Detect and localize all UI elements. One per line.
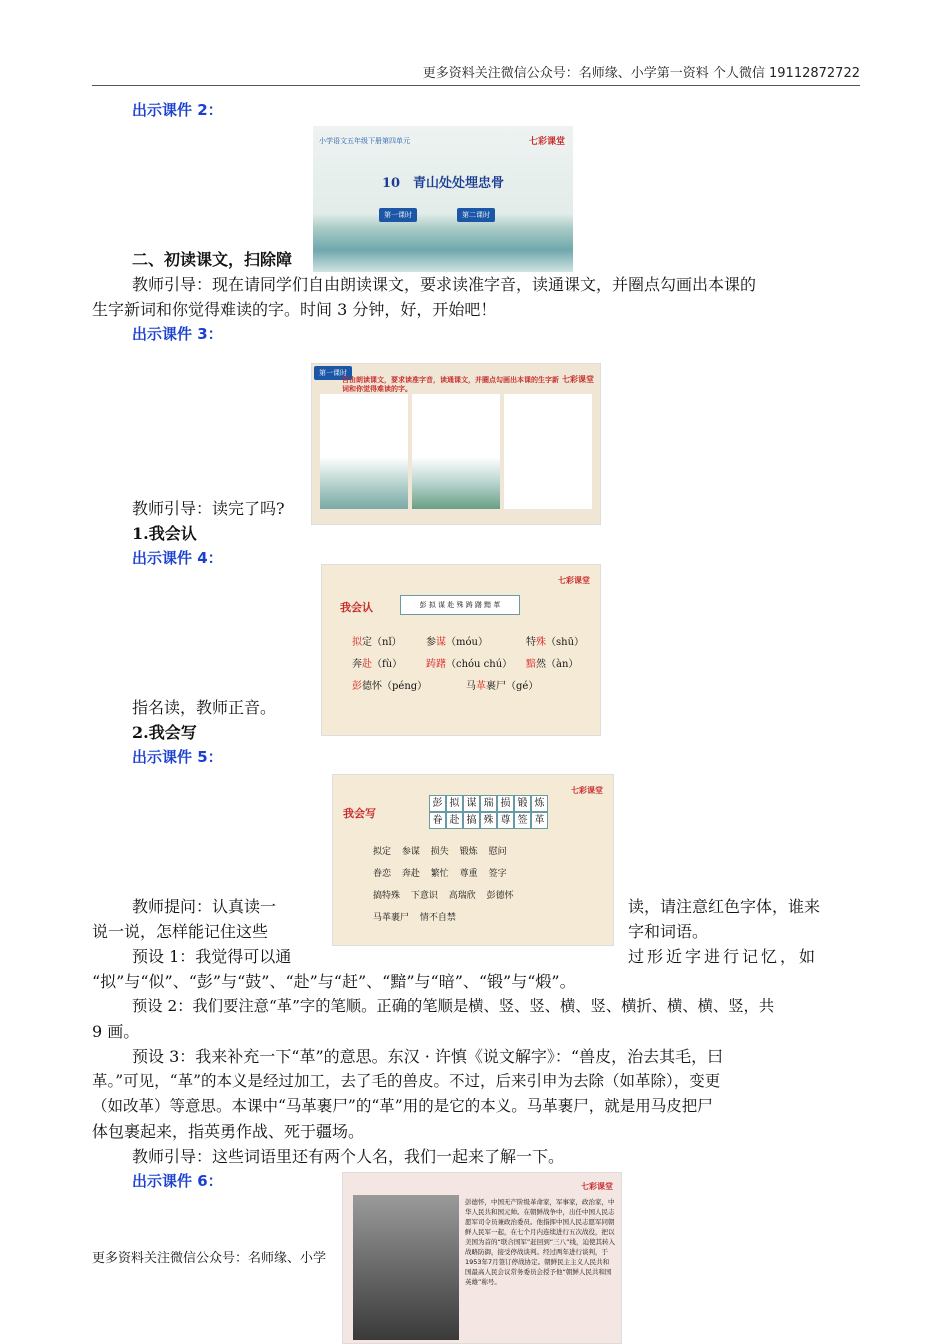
paragraph-line: 体包裹起来，指英勇作战、死于疆场。 (92, 1122, 365, 1141)
slide-2-title: 10 青山处处埋忠骨 (381, 176, 505, 191)
char-cell: 瑞 (480, 795, 497, 812)
slide-2-logo: 七彩课堂 (528, 137, 565, 147)
paragraph-line-left: 说一说，怎样能记住这些 (92, 922, 269, 941)
paragraph-line: 预设 2：我们要注意“革”字的笔顺。正确的笔顺是横、竖、竖、横、竖、横折、横、横、竖，共 (132, 997, 775, 1015)
paragraph-line: 教师引导：读完了吗? (132, 499, 285, 518)
slide-3-page-2 (412, 394, 500, 509)
char-cell: 彭 (429, 795, 446, 812)
slide-4-word: 参谋（móu） (426, 637, 488, 648)
portrait-photo (353, 1195, 459, 1340)
slide-6-bio-text: 彭德怀，中国无产阶级革命家，军事家，政治家，中华人民共和国元帅。在朝鲜战争中，出任中国人民志愿军司令员兼政治委员。他指挥中国人民志愿军同朝鲜人民军一起，在七个月内连续进行五次战役，把以美国为首的“联合国军”赶回到“三八”线，迫使其转入战略防御，接受停战谈判。经过两年进行谈判，于1953年7月签订停战协定。朝鲜民主主义人民共和国最高人民会议常务委员会授予他“朝鲜人民共和国英雄”称号。 (465, 1198, 615, 1286)
paragraph-line: 革。”可见，“革”的本义是经过加工，去了毛的兽皮。不过，后来引申为去除（如革除），变更 (92, 1072, 721, 1090)
char-cell: 损 (497, 795, 514, 812)
slide-label-4: 出示课件 4： (132, 549, 223, 567)
paragraph-line-left: 预设 1：我觉得可以通 (132, 947, 292, 966)
slide-3-page-3 (504, 394, 592, 509)
paragraph-line: 教师引导：这些词语里还有两个人名，我们一起来了解一下。 (132, 1147, 565, 1166)
char-cell: 尊 (497, 812, 514, 829)
slide-4-logo: 七彩课堂 (558, 575, 590, 585)
slide-4-heading: 我会认 (340, 601, 373, 614)
slide-4-word: 彭德怀（péng） (352, 681, 428, 692)
paragraph-line: 教师引导：现在请同学们自由朗读课文，要求读准字音，读通课文，并圈点勾画出本课的 (132, 275, 757, 294)
slide-3-page-1 (320, 394, 408, 509)
slide-label-6: 出示课件 6： (132, 1172, 223, 1190)
char-cell: 搞 (463, 812, 480, 829)
slide-4-word: 黯然（àn） (526, 659, 579, 670)
slide-label-2: 出示课件 2： (132, 101, 223, 119)
slide-5-logo: 七彩课堂 (571, 785, 603, 795)
page-header: 更多资料关注微信公众号：名师缘、小学第一资料 个人微信 19112872722 (422, 66, 860, 81)
subsection-heading: 2.我会写 (132, 723, 197, 742)
char-cell: 谋 (463, 795, 480, 812)
paragraph-line: 指名读，教师正音。 (132, 698, 277, 717)
slide-4-word: 特殊（shū） (526, 637, 585, 648)
slide-5-word-list: 拟定 参谋 损失 锻炼 慰问 眷恋 奔赴 繁忙 尊重 签字 搞特殊 下意识 高瑞欣 彭德怀 马革裹尸 情不自禁 (373, 847, 514, 923)
slide-5-char-grid (429, 795, 548, 829)
slide-6-image (342, 1172, 622, 1344)
slide-5-image (332, 774, 614, 946)
paragraph-line: 9 画。 (92, 1022, 140, 1041)
slide-3-instruction: 自由朗读课文，要求读准字音，读通课文，并圈点勾画出本课的生字新词和你觉得难读的字。 (342, 376, 559, 393)
char-cell: 签 (514, 812, 531, 829)
char-cell: 锻 (514, 795, 531, 812)
slide-3-tag: 第一课时 (314, 366, 352, 380)
slide-5-heading: 我会写 (343, 807, 376, 820)
char-cell: 拟 (446, 795, 463, 812)
char-cell: 赴 (446, 812, 463, 829)
slide-2-lesson2-button: 第二课时 (457, 208, 495, 222)
char-cell: 殊 (480, 812, 497, 829)
slide-4-word: 马革裹尸（gé） (466, 681, 539, 692)
paragraph-line-left: 教师提问：认真读一 (132, 897, 277, 916)
slide-3-logo: 七彩课堂 (562, 374, 594, 384)
slide-4-word: 踌躇（chóu chú） (426, 659, 513, 670)
paragraph-line: （如改革）等意思。本课中“马革裹尸”的“革”用的是它的本义。马革裹尸，就是用马皮把尸 (92, 1097, 713, 1115)
header-rule (92, 85, 860, 86)
slide-2-subtitle: 小学语文五年级下册第四单元 (319, 137, 410, 145)
paragraph-line-right: 字和词语。 (628, 922, 709, 941)
paragraph-line-right: 过形近字进行记忆，如 (628, 947, 819, 966)
slide-4-word: 拟定（nǐ） (352, 637, 402, 648)
section-heading: 二、初读课文，扫除障 (132, 250, 293, 269)
paragraph-line: “拟”与“似”、“彭”与“鼓”、“赴”与“赶”、“黯”与“暗”、“锻”与“煅”。 (92, 972, 576, 991)
slide-label-5: 出示课件 5： (132, 748, 223, 766)
paragraph-line: 生字新词和你觉得难读的字。时间 3 分钟，好，开始吧！ (92, 300, 497, 319)
char-cell: 眷 (429, 812, 446, 829)
subsection-heading: 1.我会认 (132, 524, 197, 543)
paragraph-line-right: 读，请注意红色字体，谁来 (628, 897, 821, 916)
page-footer: 更多资料关注微信公众号：名师缘、小学 (92, 1251, 327, 1266)
char-cell: 革 (531, 812, 548, 829)
paragraph-line: 预设 3：我来补充一下“革”的意思。东汉 · 许慎《说文解字》：“兽皮，治去其毛，曰 (132, 1047, 724, 1066)
slide-6-logo: 七彩课堂 (581, 1181, 613, 1191)
slide-2-lesson1-button: 第一课时 (379, 208, 417, 222)
slide-4-word: 奔赴（fù） (352, 659, 403, 670)
slide-4-char-row: 彭 拟 谋 赴 殊 踌 躇 黯 革 (400, 595, 520, 615)
char-cell: 炼 (531, 795, 548, 812)
slide-label-3: 出示课件 3： (132, 325, 223, 343)
